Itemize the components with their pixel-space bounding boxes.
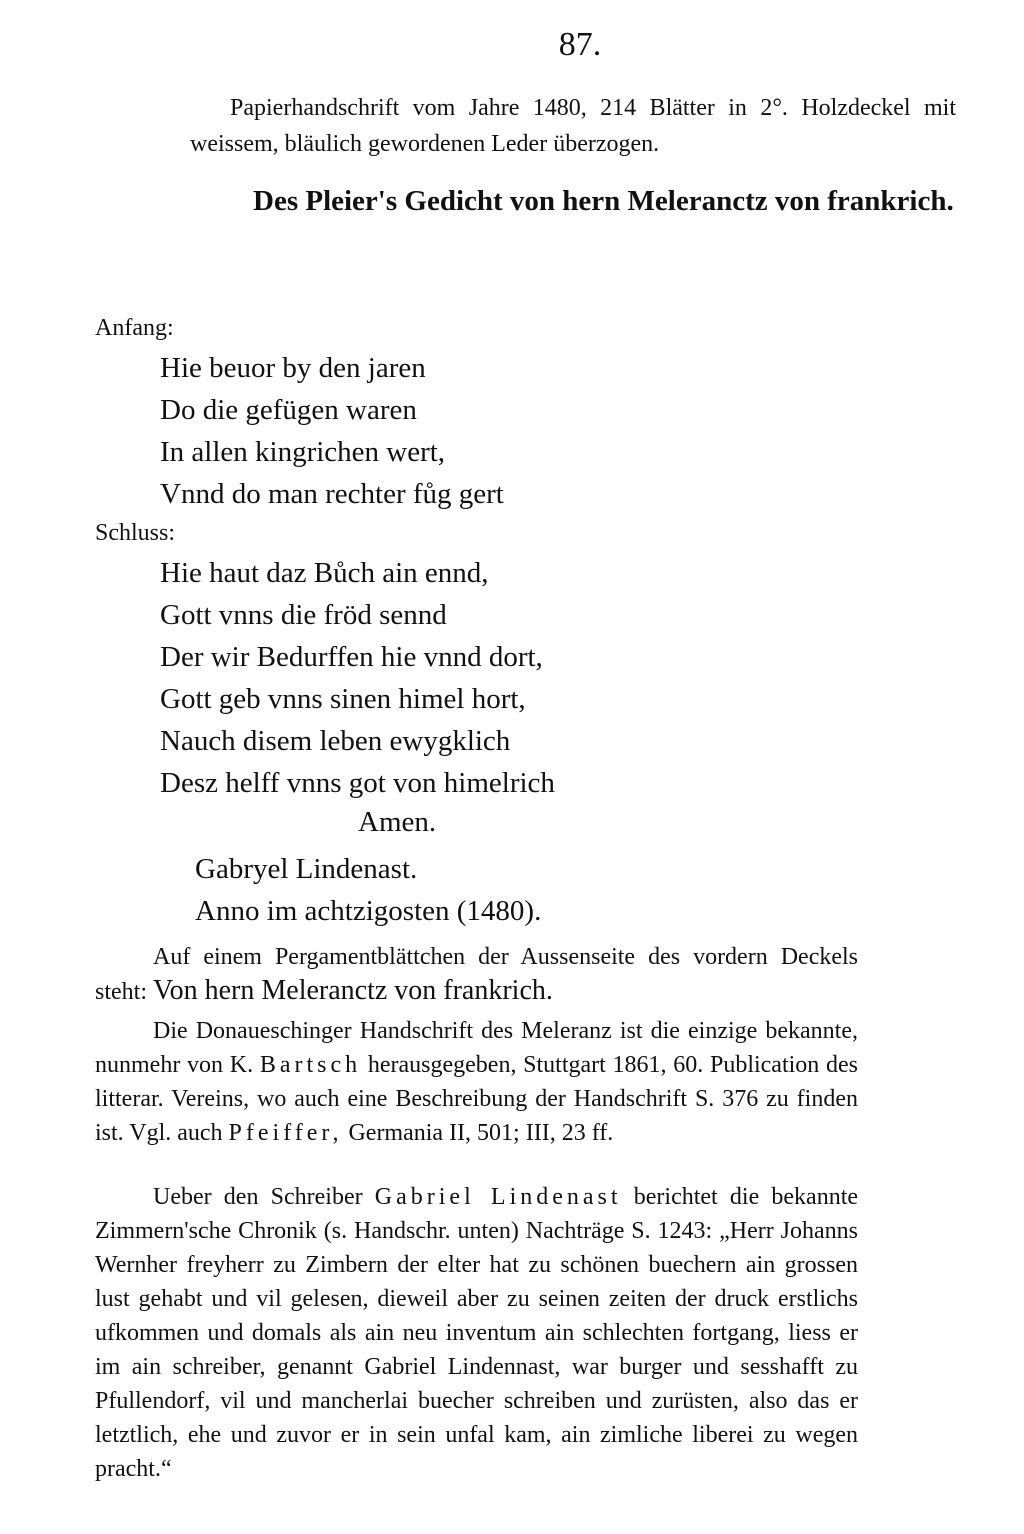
schluss-verses bbox=[160, 552, 555, 804]
amen-line: Amen. bbox=[358, 806, 437, 838]
lindenast-name: Gabriel Lindenast bbox=[374, 1184, 622, 1210]
ueber-text-2: berichtet die bekannte Zimmern'sche Chronik (s. Handschr. unten) Nachträge S. 1243: „Herr Johanns Wernher freyherr zu Zimbern der elter hat zu schönen buechern ain grossen lust gehabt und vil gelesen, dieweil aber zu seinen zeiten der druck erstlichs ufkommen und domals als ain neu inventum ain schlechten fortgang, liess er im ain schreiber, genannt Gabriel Lindennast, war burger und sesshafft zu Pfullendorf, vil und mancherlai buecher schreiben und zurüsten, also das er letztlich, ehe und zuvor er in sein unfal kam, ain zimliche liberei zu wegen pracht.“ bbox=[95, 1184, 859, 1482]
schluss-label: Schluss: bbox=[95, 520, 176, 546]
verse-line: Gott vnns die fröd sennd bbox=[160, 599, 447, 631]
verse-line: In allen kingrichen wert, bbox=[160, 436, 446, 468]
verse-line: Gott geb vnns sinen himel hort, bbox=[160, 683, 526, 715]
manuscript-description: Papierhandschrift vom Jahre 1480, 214 Blätter in 2°. Holzdeckel mit weissem, bläulich gewordenen Leder überzogen. bbox=[190, 95, 956, 157]
scribe-signature bbox=[195, 848, 541, 932]
page-number: 87. bbox=[558, 26, 602, 63]
donaueschingen-paragraph bbox=[95, 1014, 858, 1150]
ueber-text-1: Ueber den Schreiber bbox=[153, 1184, 363, 1210]
bartsch-name: Bartsch bbox=[259, 1052, 362, 1078]
parchment-paragraph bbox=[95, 940, 858, 1009]
parchment-quote: Von hern Meleranctz von frankrich. bbox=[153, 975, 553, 1006]
verse-line: Do die gefügen waren bbox=[160, 394, 417, 426]
ueber-paragraph bbox=[95, 1180, 858, 1486]
donau-text-3: Germania II, 501; III, 23 ff. bbox=[348, 1120, 614, 1146]
anfang-verses bbox=[160, 347, 504, 515]
scribe-name: Gabryel Lindenast. bbox=[195, 853, 418, 885]
verse-line: Hie beuor by den jaren bbox=[160, 352, 426, 384]
verse-line: Vnnd do man rechter fůg gert bbox=[160, 478, 504, 510]
scribe-date: Anno im achtzigosten (1480). bbox=[195, 895, 542, 927]
verse-line: Desz helff vnns got von himelrich bbox=[160, 767, 555, 799]
manuscript-title: Des Pleier's Gedicht von hern Meleranctz von frankrich. bbox=[253, 185, 954, 217]
donau-text-2: herausgegeben, Stuttgart 1861, 60. Publication des litterar. Vereins, wo auch eine Beschreibung der Handschrift S. 376 zu finden ist. Vgl. auch bbox=[95, 1052, 859, 1146]
donau-text-1: Die Donaueschinger Handschrift des Meleranz ist die einzige bekannte, nunmehr von K. bbox=[95, 1018, 858, 1078]
pfeiffer-name: Pfeiffer, bbox=[228, 1120, 343, 1146]
parchment-text: Auf einem Pergamentblättchen der Aussenseite des vordern Deckels steht: bbox=[95, 944, 858, 1005]
verse-line: Nauch disem leben ewygklich bbox=[160, 725, 511, 757]
verse-line: Hie haut daz Bůch ain ennd, bbox=[160, 557, 489, 589]
anfang-label: Anfang: bbox=[95, 315, 174, 341]
verse-line: Der wir Bedurffen hie vnnd dort, bbox=[160, 641, 543, 673]
